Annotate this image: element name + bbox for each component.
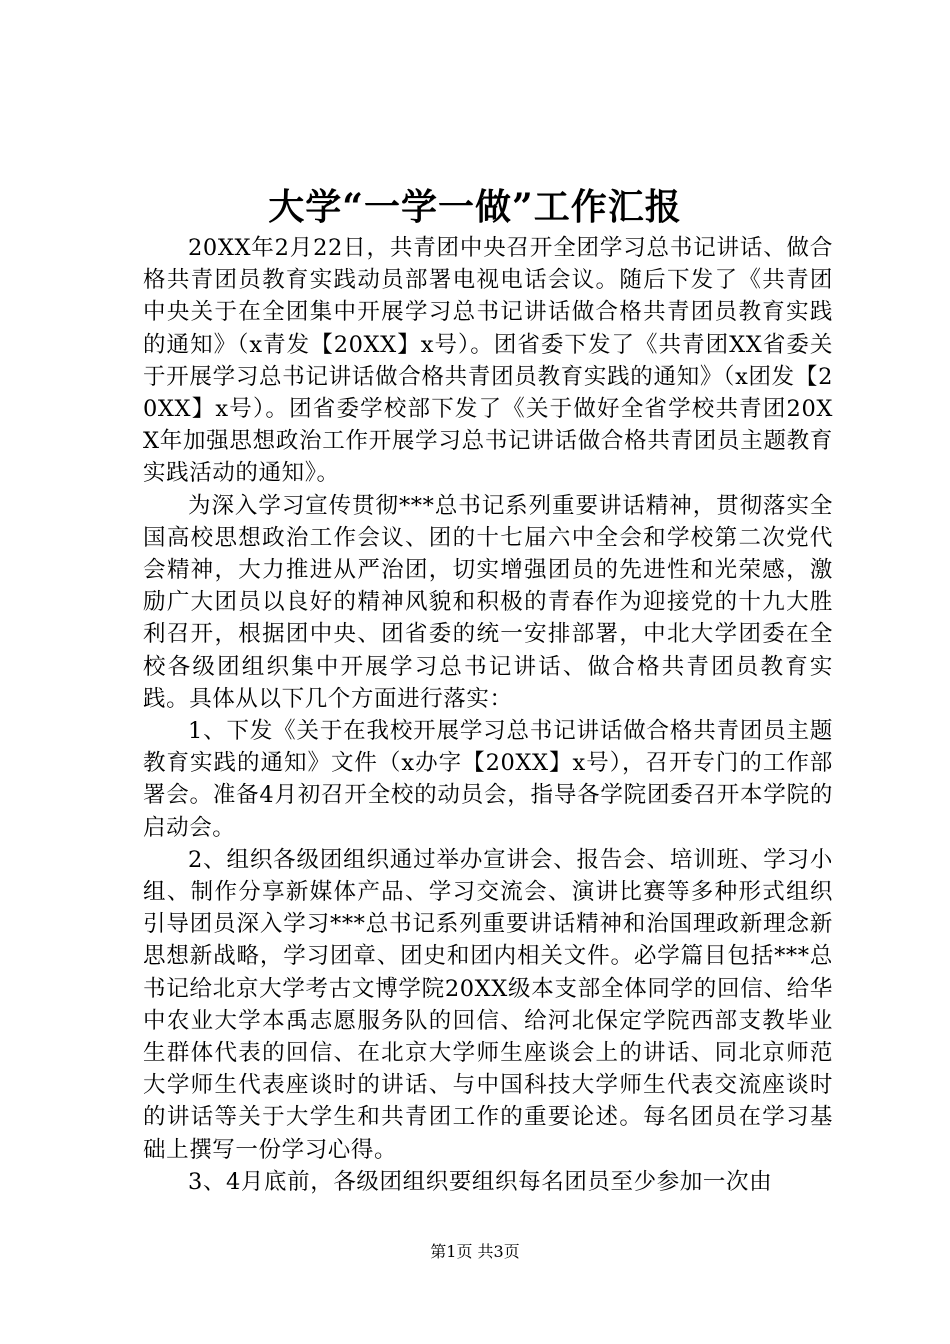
paragraph-4: 2、组织各级团组织通过举办宣讲会、报告会、培训班、学习小组、制作分享新媒体产品、学习交流会、演讲比赛等多种形式组织引导团员深入学习***总书记系列重要讲话精神和治国理政新理念新思想新战略，学习团章、团史和团内相关文件。必学篇目包括***总书记给北京大学考古文博学院20XX级本支部全体同学的回信、给华中农业大学本禹志愿服务队的回信、给河北保定学院西部支教毕业生群体代表的回信、在北京大学师生座谈会上的讲话、同北京师范大学师生代表座谈时的讲话、与中国科技大学师生代表交流座谈时的讲话等关于大学生和共青团工作的重要论述。每名团员在学习基础上撰写一份学习心得。 [143,846,833,1163]
paragraph-3: 1、下发《关于在我校开展学习总书记讲话做合格共青团员主题教育实践的通知》文件（x办字【20XX】x号），召开专门的工作部署会。准备4月初召开全校的动员会，指导各学院团委召开本学院的启动会。 [143,718,833,841]
page-footer: 第1页 共3页 [430,1242,520,1261]
document-title: 大学“一学一做”工作汇报 [268,186,682,228]
paragraph-1: 20XX年2月22日，共青团中央召开全团学习总书记讲话、做合格共青团员教育实践动员部署电视电话会议。随后下发了《共青团中央关于在全团集中开展学习总书记讲话做合格共青团员教育实践的通知》（x青发【20XX】x号）。团省委下发了《共青团XX省委关于开展学习总书记讲话做合格共青团员教育实践的通知》（x团发【20XX】x号）。团省委学校部下发了《关于做好全省学校共青团20XX年加强思想政治工作开展学习总书记讲话做合格共青团员主题教育实践活动的通知》。 [143,235,833,487]
paragraph-2: 为深入学习宣传贯彻***总书记系列重要讲话精神，贯彻落实全国高校思想政治工作会议、团的十七届六中全会和学校第二次党代会精神，大力推进从严治团，切实增强团员的先进性和光荣感，激励广大团员以良好的精神风貌和积极的青春作为迎接党的十九大胜利召开，根据团中央、团省委的统一安排部署，中北大学团委在全校各级团组织集中开展学习总书记讲话、做合格共青团员教育实践。具体从以下几个方面进行落实： [143,492,833,712]
paragraph-5: 3、4月底前，各级团组织要组织每名团员至少参加一次由 [188,1168,773,1195]
document-body [143,232,833,1198]
